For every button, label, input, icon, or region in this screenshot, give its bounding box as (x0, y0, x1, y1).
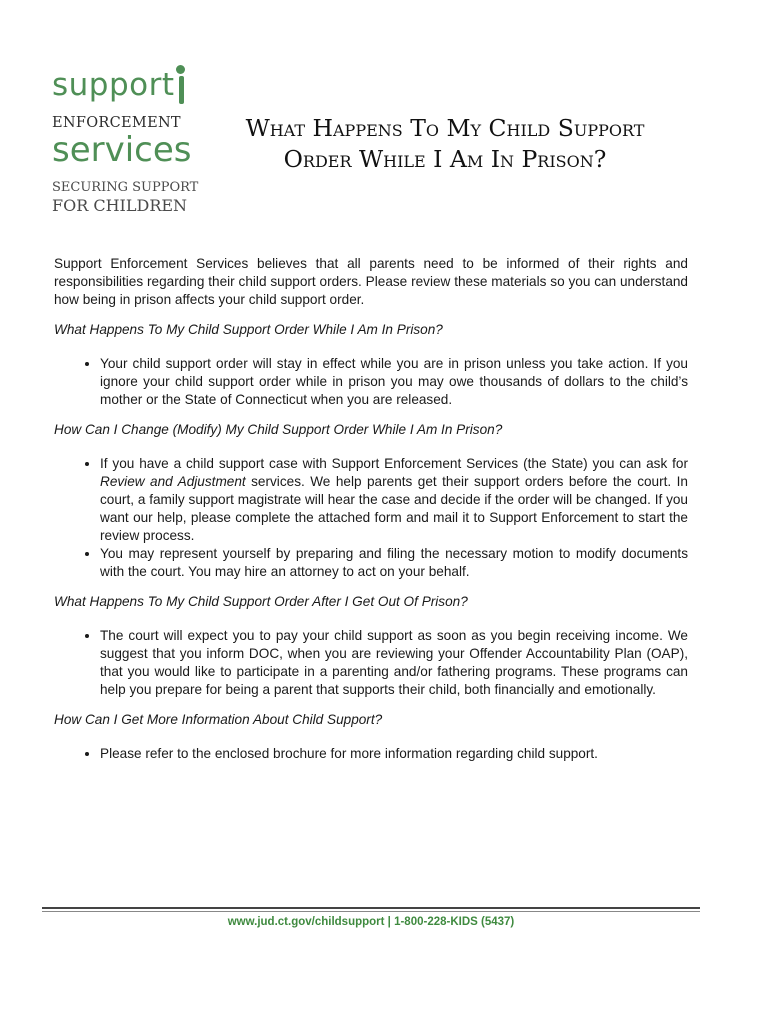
logo-person-head-icon (176, 65, 185, 74)
logo-enforcement-word: ENFORCEMENT (52, 115, 181, 131)
logo-services-word: services (52, 130, 192, 170)
section-question: What Happens To My Child Support Order While I Am In Prison? (54, 322, 443, 337)
section-question: How Can I Get More Information About Child Support? (54, 712, 383, 727)
footer-divider (42, 911, 700, 912)
section-question: How Can I Change (Modify) My Child Support Order While I Am In Prison? (54, 422, 503, 437)
logo-tagline-line2: FOR CHILDREN (52, 196, 188, 215)
title-line-2: Order While I Am In Prison? (283, 145, 607, 173)
logo-tagline-line1: SECURING SUPPORT (52, 180, 199, 195)
list-item-text: If you have a child support case with Support Enforcement Services (the State) you can ask for (100, 456, 688, 471)
title-line-1: What Happens To My Child Support (245, 114, 645, 142)
footer-divider (42, 907, 700, 909)
footer-contact: www.jud.ct.gov/childsupport | 1-800-228-KIDS (5437) (227, 916, 515, 928)
bullet-list (54, 627, 688, 699)
logo-support-word: support (52, 68, 202, 102)
section-question: What Happens To My Child Support Order After I Get Out Of Prison? (54, 594, 468, 609)
logo-person-body-icon (179, 76, 184, 104)
bullet-list (54, 355, 688, 409)
list-item: • You may represent yourself by preparing and filing the necessary motion to modify documents with the court. You may hire an attorney to act on your behalf. (100, 545, 688, 581)
bullet-list (54, 745, 688, 763)
intro-paragraph: Support Enforcement Services believes that all parents need to be informed of their rights and responsibilities regarding their child support orders. Please review these materials so you can understand how being in prison affects your child support order. (54, 256, 688, 307)
list-item: • Your child support order will stay in effect while you are in prison unless you take action. If you ignore your child support order while in prison you may owe thousands of dollars to the child’s mother or the State of Connecticut when you are released. (100, 355, 688, 409)
document-body (54, 255, 688, 763)
review-adjustment-term: Review and Adjustment (100, 474, 246, 489)
list-item: • The court will expect you to pay your child support as soon as you begin receiving income. We suggest that you inform DOC, when you are reviewing your Offender Accountability Plan (OAP), that you would like to participate in a parenting and/or fathering programs. These programs can help you prepare for being a parent that supports their child, both financially and emotionally. (100, 627, 688, 699)
list-item-text: services. We help parents get their support orders before the court. In court, a family support magistrate will hear the case and decide if the order will be changed. If you want our help, please complete the attached form and mail it to Support Enforcement to start the review process. (100, 474, 688, 543)
page-title (200, 113, 690, 175)
support-enforcement-logo (52, 68, 202, 216)
list-item (100, 455, 688, 545)
list-item: • Please refer to the enclosed brochure for more information regarding child support. (100, 745, 688, 763)
bullet-list (54, 455, 688, 581)
